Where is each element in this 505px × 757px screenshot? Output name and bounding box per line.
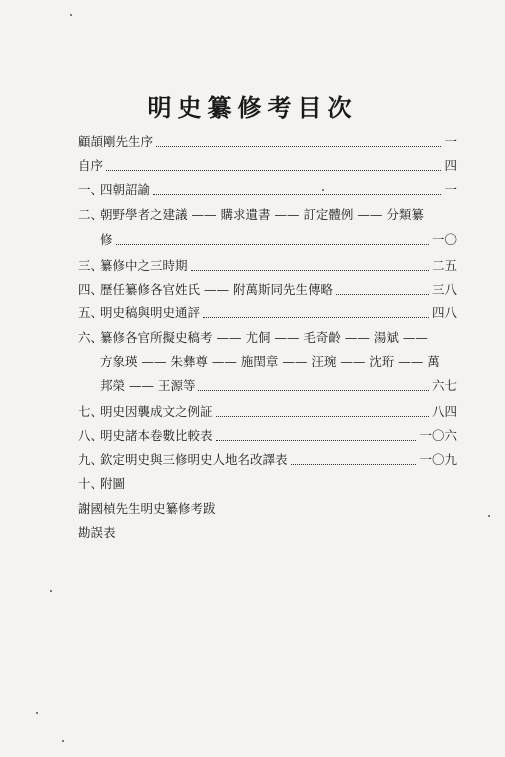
- toc-entry-page: 一: [444, 182, 457, 197]
- scan-speck: [62, 740, 64, 742]
- toc-entry-text: 朝野學者之建議 —— 購求遺書 —— 訂定體例 —— 分類纂: [100, 207, 424, 222]
- toc-entry-page: 二五: [431, 258, 457, 273]
- toc-entry-text: 謝國楨先生明史纂修考跋: [78, 501, 216, 516]
- dot-leader: [191, 269, 429, 271]
- toc-entry: [78, 280, 457, 300]
- toc-entry-text: 纂修中之三時期: [100, 258, 188, 273]
- toc-entry-number: 三、: [78, 258, 104, 273]
- toc-entry-page: 八四: [431, 404, 457, 419]
- toc-entry: [78, 474, 457, 494]
- toc-entry-text: 歷任纂修各官姓氏 —— 附萬斯同先生傳略: [100, 282, 333, 297]
- toc-entry: [78, 352, 457, 372]
- toc-entry-number: 四、: [78, 282, 104, 297]
- dot-leader: [203, 316, 429, 318]
- toc-entry-number: 六、: [78, 330, 104, 345]
- dot-leader: [216, 415, 429, 417]
- toc-entry-text: 附圖: [100, 476, 126, 491]
- toc-entry-page: 一〇六: [419, 428, 457, 443]
- dot-leader: [116, 243, 429, 245]
- scan-speck: [36, 712, 38, 714]
- toc-entry: [78, 402, 457, 422]
- dot-leader: [216, 439, 417, 441]
- toc-entry: [78, 303, 457, 323]
- toc-entry-text: 明史因襲成文之例証: [100, 404, 213, 419]
- toc-entry: [78, 205, 457, 225]
- toc-entry-text: 四朝詔諭: [100, 182, 151, 197]
- toc-entry-number: 五、: [78, 305, 104, 320]
- scan-speck: [322, 189, 324, 191]
- toc-entry: [78, 256, 457, 276]
- toc-entry-number: 一、: [78, 182, 104, 197]
- dot-leader: [156, 145, 441, 147]
- toc-entry-text: 方象瑛 —— 朱彝尊 —— 施閏章 —— 汪琬 —— 沈珩 —— 萬: [100, 354, 440, 369]
- toc-entry: [78, 499, 457, 519]
- scan-speck: [50, 590, 52, 592]
- toc-entry-number: 七、: [78, 404, 104, 419]
- toc-entry-text: 勘誤表: [78, 525, 116, 540]
- dot-leader: [198, 389, 429, 391]
- dot-leader: [106, 169, 441, 171]
- toc-entry-number: 十、: [78, 476, 104, 491]
- toc-entry-text: 纂修各官所擬史稿考 —— 尤侗 —— 毛奇齡 —— 湯斌 ——: [100, 330, 428, 345]
- toc-entry-text: 邦榮 —— 王源等: [100, 378, 196, 393]
- toc-entry-page: 一〇九: [419, 452, 457, 467]
- toc-entry-number: 二、: [78, 207, 104, 222]
- toc-entry-page: 一〇: [431, 232, 457, 247]
- toc-entry-text: 欽定明史與三修明史人地名改譯表: [100, 452, 288, 467]
- toc-entry-page: 一: [444, 134, 457, 149]
- toc-entry: [78, 523, 457, 543]
- toc-entry-number: 九、: [78, 452, 104, 467]
- toc-entry: [78, 156, 457, 176]
- dot-leader: [336, 293, 429, 295]
- scan-speck: [488, 515, 490, 517]
- toc-entry-page: 四: [444, 158, 457, 173]
- dot-leader: [291, 463, 417, 465]
- toc-entry: [78, 328, 457, 348]
- toc-entry-page: 六七: [431, 378, 457, 393]
- toc-entry: [78, 426, 457, 446]
- toc-entry: [78, 180, 457, 200]
- toc-entry-page: 四八: [431, 305, 457, 320]
- toc-entry: [78, 376, 457, 396]
- toc-entry: [78, 450, 457, 470]
- toc-entry-text: 明史稿與明史通評: [100, 305, 201, 320]
- toc-entry-text: 顧頡剛先生序: [78, 134, 154, 149]
- page-title: 明史纂修考目次: [147, 93, 358, 122]
- toc-entry-text: 修: [100, 232, 113, 247]
- toc-entry-text: 自序: [78, 158, 104, 173]
- toc-entry-number: 八、: [78, 428, 104, 443]
- toc-entry: [78, 132, 457, 152]
- toc-entry-page: 三八: [431, 282, 457, 297]
- scan-speck: [70, 14, 72, 16]
- dot-leader: [153, 193, 441, 195]
- toc-entry: [78, 230, 457, 250]
- toc-entry-text: 明史諸本卷數比較表: [100, 428, 213, 443]
